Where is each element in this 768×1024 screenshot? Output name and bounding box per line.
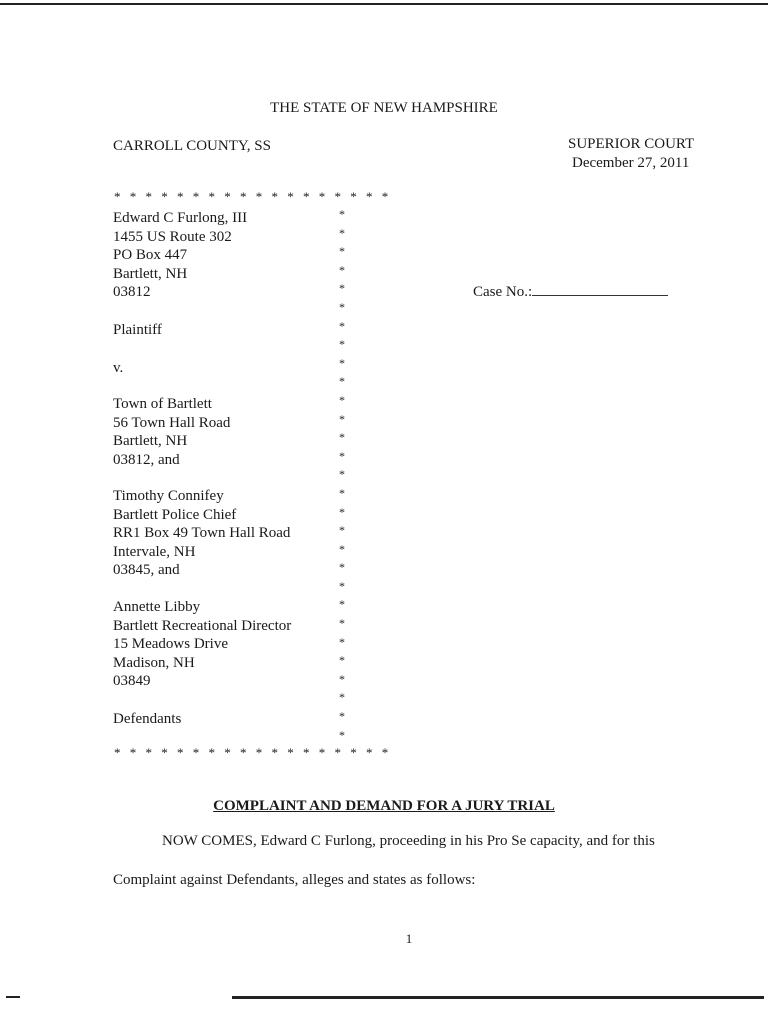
body-paragraph-line-1: NOW COMES, Edward C Furlong, proceeding in his Pro Se capacity, and for this (162, 833, 655, 849)
caption-star: * (339, 225, 345, 240)
caption-star: * (339, 448, 345, 463)
caption-star: * (339, 281, 345, 296)
body-paragraph-line-2: Complaint against Defendants, alleges and states as follows: (113, 872, 476, 888)
caption-star: * (339, 337, 345, 352)
county-label: CARROLL COUNTY, SS (113, 138, 271, 154)
defendant-director-block (113, 598, 291, 691)
caption-star-column (337, 205, 347, 744)
plaintiff-label: Plaintiff (113, 322, 162, 338)
caption-line: Bartlett, NH (113, 433, 188, 450)
caption-star: * (339, 467, 345, 482)
caption-star-row-top: * * * * * * * * * * * * * * * * * * (114, 189, 392, 204)
caption-line: 03849 (113, 673, 151, 690)
caption-star: * (339, 430, 345, 445)
caption-line: PO Box 447 (113, 247, 188, 264)
caption-line: Edward C Furlong, III (113, 210, 248, 226)
caption-star: * (339, 616, 345, 631)
filing-date: December 27, 2011 (572, 155, 690, 171)
caption-star: * (339, 690, 345, 705)
caption-line: 03845, and (113, 562, 180, 579)
scan-corner-mark (6, 996, 20, 998)
caption-star: * (339, 374, 345, 389)
page-number: 1 (405, 931, 413, 946)
caption-line: Intervale, NH (113, 543, 196, 560)
caption-star: * (339, 355, 345, 370)
top-border-line (0, 3, 768, 5)
caption-star: * (339, 504, 345, 519)
case-number-label: Case No.: (473, 284, 533, 300)
caption-star: * (339, 671, 345, 686)
state-heading: THE STATE OF NEW HAMPSHIRE (270, 100, 498, 116)
caption-star: * (339, 299, 345, 314)
caption-star: * (339, 653, 345, 668)
caption-star: * (339, 709, 345, 724)
caption-line: 03812, and (113, 451, 180, 468)
caption-star: * (339, 727, 345, 742)
court-name: SUPERIOR COURT (568, 136, 695, 152)
caption-star: * (339, 597, 345, 612)
caption-line: 56 Town Hall Road (113, 414, 231, 431)
case-number-field (473, 283, 668, 301)
defendant-town-block (113, 395, 230, 469)
caption-star: * (339, 207, 345, 221)
plaintiff-block (113, 209, 247, 302)
caption-star: * (339, 262, 345, 277)
caption-star: * (339, 392, 345, 407)
caption-line: RR1 Box 49 Town Hall Road (113, 525, 291, 542)
caption-line: Bartlett Police Chief (113, 506, 237, 523)
defendant-chief-block (113, 487, 290, 580)
caption-star: * (339, 634, 345, 649)
caption-star: * (339, 541, 345, 556)
caption-line: Bartlett Recreational Director (113, 617, 292, 634)
caption-star: * (339, 411, 345, 426)
case-number-blank (532, 283, 668, 296)
caption-star: * (339, 244, 345, 259)
caption-line: Madison, NH (113, 654, 195, 671)
caption-star: * (339, 485, 345, 500)
caption-star: * (339, 318, 345, 333)
caption-line: 03812 (113, 284, 151, 301)
caption-line: Bartlett, NH (113, 265, 188, 282)
caption-star: * (339, 560, 345, 575)
bottom-border-line (232, 996, 764, 999)
caption-star-row-bottom: * * * * * * * * * * * * * * * * * * (114, 745, 392, 760)
caption-star: * (339, 578, 345, 593)
defendants-label: Defendants (113, 711, 182, 727)
caption-line: 1455 US Route 302 (113, 228, 232, 245)
caption-line: 15 Meadows Drive (113, 636, 228, 653)
caption-line: Annette Libby (113, 599, 201, 615)
caption-star: * (339, 523, 345, 538)
document-title: COMPLAINT AND DEMAND FOR A JURY TRIAL (213, 798, 555, 814)
versus-label: v. (113, 360, 124, 376)
caption-line: Timothy Connifey (113, 488, 224, 504)
caption-line: Town of Bartlett (113, 396, 212, 412)
